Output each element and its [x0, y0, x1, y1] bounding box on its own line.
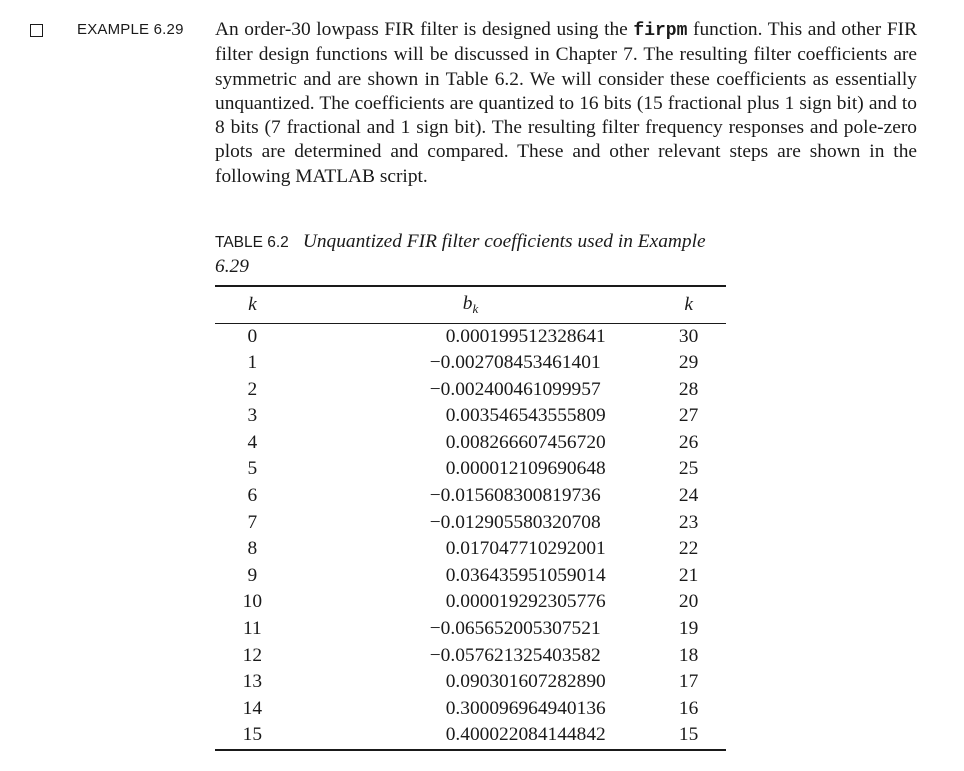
example-marker-box	[30, 24, 43, 37]
cell-k: 14	[242, 697, 263, 719]
table-header	[215, 286, 726, 323]
table-row	[215, 696, 726, 723]
cell-k-mirror: 19	[678, 618, 699, 640]
cell-k: 0	[247, 325, 258, 347]
cell-k-mirror: 24	[678, 485, 699, 507]
cell-coefficient: −0.012905580320708	[429, 511, 601, 533]
table-row	[215, 350, 726, 377]
cell-k-mirror: 28	[678, 378, 699, 400]
cell-k: 7	[247, 511, 258, 533]
header-b-k	[290, 286, 652, 323]
cell-k-mirror: 25	[678, 458, 699, 480]
table-label: TABLE 6.2	[215, 234, 289, 251]
header-b-main: b	[462, 292, 473, 314]
table-header-row	[215, 286, 726, 323]
table-caption-text: Unquantized FIR filter coefficients used in Example 6.29	[215, 231, 706, 277]
cell-coefficient: −0.002400461099957	[429, 378, 601, 400]
cell-k-mirror: 16	[678, 697, 699, 719]
header-k-left: k	[215, 286, 290, 323]
table-row	[215, 616, 726, 643]
cell-coefficient: 0.300096964940136	[445, 697, 606, 719]
cell-k: 1	[247, 352, 258, 374]
table-caption	[215, 230, 735, 279]
cell-coefficient: 0.036435951059014	[445, 564, 606, 586]
cell-k: 9	[247, 564, 258, 586]
table-row	[215, 536, 726, 563]
cell-k-mirror: 15	[651, 722, 726, 750]
cell-coefficient: −0.065652005307521	[429, 618, 601, 640]
table-row	[215, 669, 726, 696]
cell-k-mirror: 27	[678, 405, 699, 427]
cell-coefficient: 0.000012109690648	[445, 458, 606, 480]
cell-k-mirror: 30	[678, 325, 699, 347]
cell-k: 5	[247, 458, 258, 480]
table-row	[215, 563, 726, 590]
cell-coefficient: −0.057621325403582	[429, 644, 601, 666]
table-row	[215, 510, 726, 537]
coefficient-table-wrapper	[215, 285, 726, 751]
cell-k: 10	[242, 591, 263, 613]
cell-k-mirror: 29	[678, 352, 699, 374]
table-row	[215, 323, 726, 350]
cell-k-mirror: 23	[678, 511, 699, 533]
paragraph-code-firpm: firpm	[633, 21, 688, 41]
table-row	[215, 589, 726, 616]
header-k-right: k	[651, 286, 726, 323]
cell-coefficient: 0.003546543555809	[445, 405, 606, 427]
table-row	[215, 403, 726, 430]
cell-k-mirror: 17	[678, 671, 699, 693]
cell-k-mirror: 26	[678, 431, 699, 453]
example-label: EXAMPLE 6.29	[77, 21, 184, 38]
table-row	[215, 643, 726, 670]
example-paragraph	[215, 18, 917, 189]
cell-k: 3	[247, 405, 258, 427]
cell-k: 11	[243, 618, 262, 640]
table-row	[215, 377, 726, 404]
cell-k: 6	[247, 485, 258, 507]
cell-k-mirror: 21	[678, 564, 699, 586]
cell-k: 4	[247, 431, 258, 453]
header-b-subscript: k	[472, 300, 479, 316]
cell-k: 8	[247, 538, 258, 560]
table-row	[215, 430, 726, 457]
cell-coefficient: 0.017047710292001	[445, 538, 606, 560]
cell-coefficient: 0.000019292305776	[445, 591, 606, 613]
table-row	[215, 483, 726, 510]
table-body	[215, 323, 726, 750]
cell-k: 2	[247, 378, 258, 400]
paragraph-text-after-code: function. This and other FIR filter design functions will be discussed in Chapter 7. The resulting filter coefficients are symmetric and are shown in Table 6.2. We will consider these coefficients as essentially unquantized. The coefficients are quantized to 16 bits (15 fractional plus 1 sign bit) and to 8 bits (7 fractional and 1 sign bit). The resulting filter frequency responses and pole-zero plots are determined and compared. These and other relevant steps are shown in the following MATLAB script.	[215, 19, 918, 187]
cell-k-mirror: 18	[678, 644, 699, 666]
table-row	[215, 722, 726, 750]
cell-k-mirror: 20	[678, 591, 699, 613]
paragraph-text-before-code: An order-30 lowpass FIR filter is designed using the	[215, 19, 634, 40]
cell-coefficient: 0.000199512328641	[445, 325, 606, 347]
cell-k: 13	[242, 671, 263, 693]
coefficient-table	[215, 285, 726, 751]
cell-k-mirror: 22	[678, 538, 699, 560]
cell-coefficient: 0.400022084144842	[290, 722, 652, 750]
cell-coefficient: 0.090301607282890	[445, 671, 606, 693]
cell-coefficient: −0.015608300819736	[429, 485, 601, 507]
cell-coefficient: 0.008266607456720	[445, 431, 606, 453]
cell-coefficient: −0.002708453461401	[429, 352, 601, 374]
cell-k: 12	[242, 644, 263, 666]
table-row	[215, 456, 726, 483]
cell-k: 15	[215, 722, 290, 750]
